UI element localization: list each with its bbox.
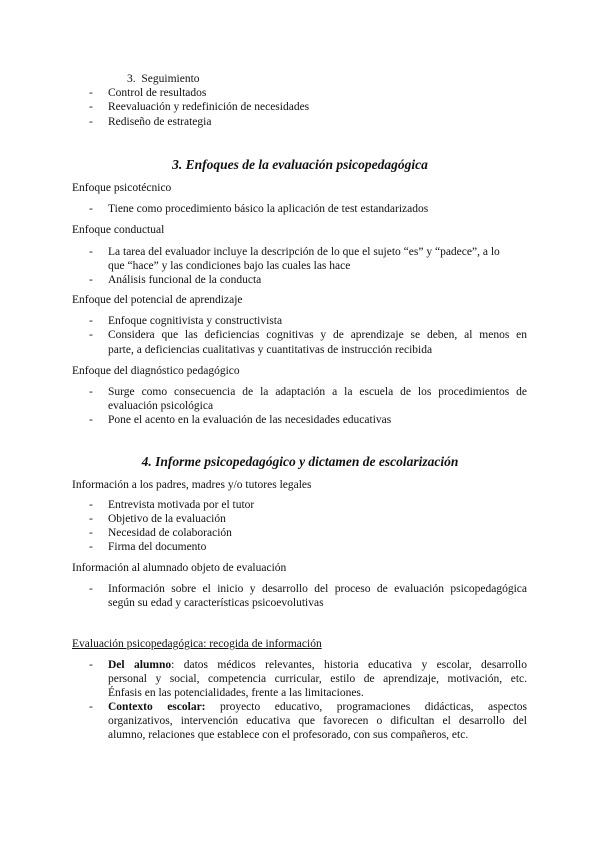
list-item: Rediseño de estrategia (108, 116, 212, 128)
list-item: La tarea del evaluador incluye la descripción de lo que el sujeto “es” y “padece”, a lo (108, 246, 500, 258)
list-item-continuation: personal y social, competencia curricular, estilo de aprendizaje, motivación, etc. (108, 673, 527, 685)
list-item: Reevaluación y redefinición de necesidades (108, 101, 310, 113)
subsection-title: Enfoque del diagnóstico pedagógico (72, 365, 240, 377)
list-item-text: proyecto educativo, programaciones didácticas, aspectos (205, 701, 527, 713)
bullet: - (89, 659, 93, 671)
list-item-continuation: organizativos, intervención educativa que favorecen o dificultan el desarrollo del (108, 715, 527, 727)
bullet: - (89, 315, 93, 327)
subsection-title: Información a los padres, madres y/o tutores legales (72, 479, 312, 491)
bullet: - (89, 246, 93, 258)
bullet: - (89, 541, 93, 553)
subsection-title: Enfoque psicotécnico (72, 182, 172, 194)
bullet: - (89, 329, 93, 341)
list-item-continuation: parte, a deficiencias cualitativas y cuantitativas de instrucción recibida (108, 344, 433, 356)
bullet: - (89, 101, 93, 113)
list-item: Surge como consecuencia de la adaptación a la escuela de los procedimientos de (108, 386, 527, 398)
bullet: - (89, 386, 93, 398)
list-item-continuation: Énfasis en las potencialidades, frente a las limitaciones. (108, 687, 364, 699)
bullet: - (89, 203, 93, 215)
list-item (108, 700, 527, 715)
bullet: - (89, 414, 93, 426)
section-heading: 4. Informe psicopedagógico y dictamen de escolarización (141, 454, 459, 469)
alumno-label: Del alumno (108, 659, 172, 671)
list-item: Control de resultados (108, 87, 207, 99)
bullet: - (89, 701, 93, 713)
seguimiento-heading: 3. Seguimiento (127, 73, 200, 85)
bullet: - (89, 274, 93, 286)
subsection-title: Evaluación psicopedagógica: recogida de información (72, 638, 322, 650)
bullet: - (89, 87, 93, 99)
list-item: Tiene como procedimiento básico la aplicación de test estandarizados (108, 203, 429, 215)
bullet: - (89, 583, 93, 595)
bullet: - (89, 513, 93, 525)
bullet: - (89, 527, 93, 539)
list-item: Enfoque cognitivista y constructivista (108, 315, 283, 327)
list-item-continuation: alumno, relaciones que establece con el profesorado, con sus compañeros, etc. (108, 729, 469, 741)
subsection-title: Información al alumnado objeto de evaluación (72, 562, 287, 574)
bullet: - (89, 116, 93, 128)
list-item: Necesidad de colaboración (108, 527, 232, 539)
subsection-title: Enfoque conductual (72, 224, 165, 236)
list-item: Entrevista motivada por el tutor (108, 499, 255, 511)
list-item-text: : datos médicos relevantes, historia educativa y escolar, desarrollo (171, 659, 527, 671)
subsection-title: Enfoque del potencial de aprendizaje (72, 294, 243, 306)
list-item-continuation: según su edad y características psicoevolutivas (108, 597, 324, 609)
list-item-continuation: evaluación psicológica (108, 400, 214, 412)
list-item: Análisis funcional de la conducta (108, 274, 262, 286)
list-item: Objetivo de la evaluación (108, 513, 226, 525)
list-item: Firma del documento (108, 541, 207, 553)
bullet: - (89, 499, 93, 511)
section-heading: 3. Enfoques de la evaluación psicopedagógica (172, 157, 428, 172)
contexto-label: Contexto escolar: (108, 701, 206, 713)
list-item-continuation: que “hace” y las condiciones bajo las cuales las hace (108, 260, 351, 272)
list-item: Considera que las deficiencias cognitivas y de aprendizaje se deben, al menos en (108, 329, 527, 341)
list-item (108, 658, 527, 673)
list-item: Pone el acento en la evaluación de las necesidades educativas (108, 414, 392, 426)
list-item: Información sobre el inicio y desarrollo del proceso de evaluación psicopedagógica (108, 583, 527, 595)
